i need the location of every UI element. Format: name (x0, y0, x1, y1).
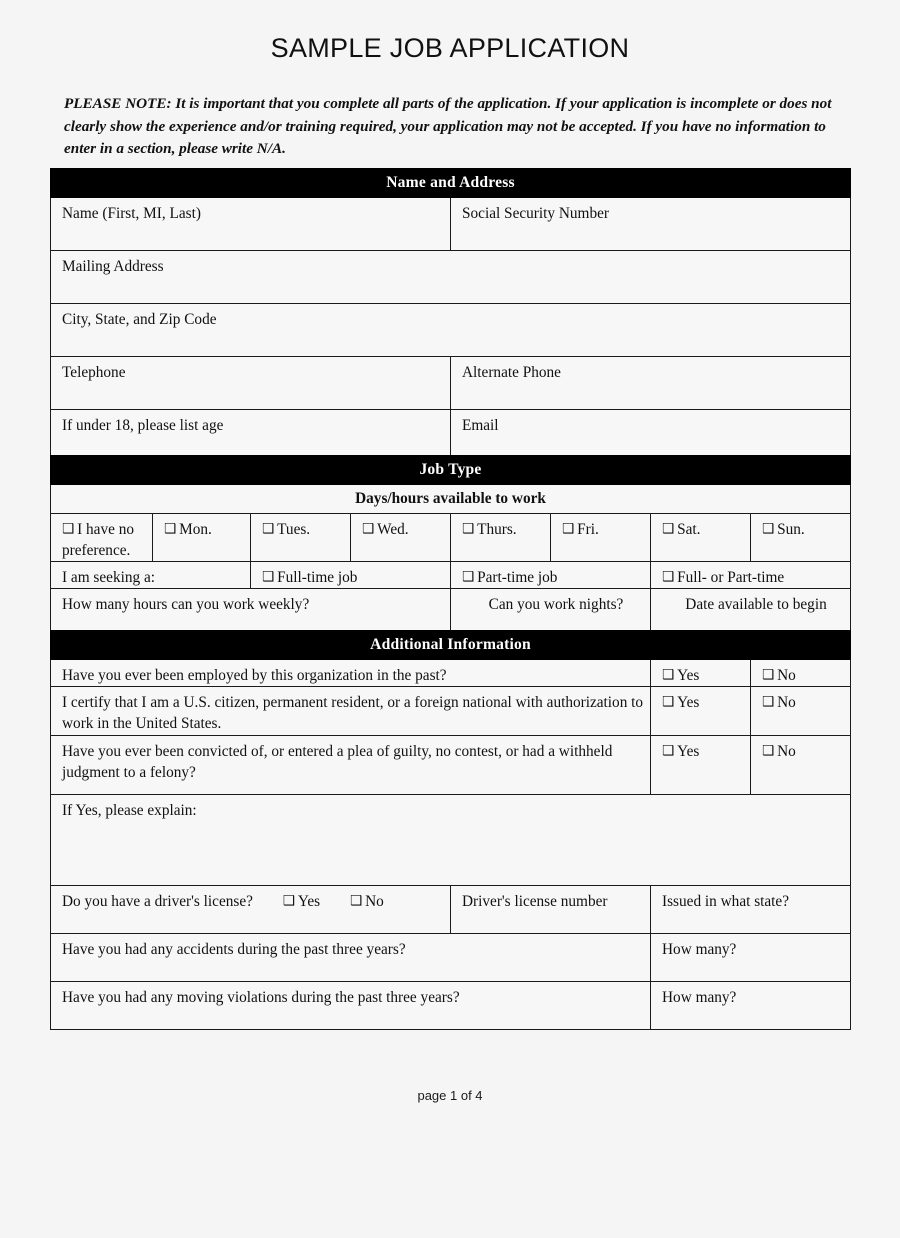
field-city-state-zip[interactable]: City, State, and Zip Code (51, 304, 851, 357)
question-label: Have you ever been convicted of, or entered a plea of guilty, no contest, or had a withheld judgment to a felony? (51, 736, 651, 795)
days-available-row (51, 514, 851, 562)
please-note-paragraph: PLEASE NOTE: It is important that you complete all parts of the application. If your application is incomplete or does not clearly show the experience and/or training required, your application may not be accepted. If you have no information to enter in a section, please write N/A. (64, 95, 832, 157)
page-footer: page 1 of 4 (417, 1088, 483, 1103)
checkbox-option-full-time[interactable] (251, 562, 451, 589)
additional-information-table (50, 630, 851, 1030)
name-and-address-table (50, 168, 851, 463)
checkbox-icon[interactable]: ❑ (662, 743, 675, 759)
subheader-days-hours (51, 485, 851, 514)
option-label: Sun. (777, 521, 805, 538)
option-label: No (777, 743, 796, 760)
checkbox-icon[interactable]: ❑ (662, 694, 675, 710)
checkbox-icon[interactable]: ❑ (62, 521, 75, 537)
checkbox-icon[interactable]: ❑ (662, 667, 675, 683)
checkbox-yes[interactable] (651, 660, 751, 687)
field-date-available[interactable]: Date available to begin (651, 589, 851, 637)
checkbox-drivers-license-yes[interactable] (283, 893, 320, 910)
option-label: Yes (677, 667, 700, 684)
violations-row (51, 982, 851, 1030)
option-label: Mon. (179, 521, 212, 538)
question-label: Have you ever been employed by this organization in the past? (51, 660, 651, 687)
field-if-yes-explain[interactable]: If Yes, please explain: (51, 795, 851, 886)
option-label: Yes (297, 893, 321, 910)
checkbox-icon[interactable]: ❑ (282, 893, 295, 909)
option-label: Fri. (577, 521, 599, 538)
field-under-18-age[interactable]: If under 18, please list age (51, 410, 451, 463)
checkbox-no[interactable] (751, 660, 851, 687)
checkbox-no[interactable] (751, 687, 851, 736)
table-row (51, 251, 851, 304)
section-header-name-and-address (51, 169, 851, 198)
option-label: Yes (677, 743, 700, 760)
field-telephone[interactable]: Telephone (51, 357, 451, 410)
checkbox-icon[interactable]: ❑ (662, 521, 675, 537)
field-work-nights[interactable]: Can you work nights? (451, 589, 651, 637)
checkbox-option-wed[interactable] (351, 514, 451, 562)
field-drivers-license-number[interactable]: Driver's license number (451, 886, 651, 934)
field-name[interactable]: Name (First, MI, Last) (51, 198, 451, 251)
subheader-label: Days/hours available to work (51, 485, 851, 514)
checkbox-option-sun[interactable] (751, 514, 851, 562)
field-accidents-how-many[interactable]: How many? (651, 934, 851, 982)
table-row (51, 304, 851, 357)
section-header-label: Additional Information (51, 631, 851, 660)
checkbox-drivers-license-no[interactable] (350, 893, 384, 910)
option-label: Tues. (277, 521, 311, 538)
label-seeking: I am seeking a: (51, 562, 251, 589)
checkbox-yes[interactable] (651, 687, 751, 736)
option-label: No (777, 667, 796, 684)
checkbox-icon[interactable]: ❑ (562, 521, 575, 537)
field-violations-how-many[interactable]: How many? (651, 982, 851, 1030)
checkbox-icon[interactable]: ❑ (762, 743, 775, 759)
checkbox-icon[interactable]: ❑ (462, 569, 475, 585)
option-label: Thurs. (477, 521, 517, 538)
job-type-table (50, 455, 851, 637)
checkbox-icon[interactable]: ❑ (762, 694, 775, 710)
question-label: Do you have a driver's license? (62, 893, 253, 910)
option-label: I have no preference. (62, 521, 135, 559)
checkbox-icon[interactable]: ❑ (462, 521, 475, 537)
option-label: Sat. (677, 521, 701, 538)
field-mailing-address[interactable]: Mailing Address (51, 251, 851, 304)
checkbox-option-mon[interactable] (153, 514, 251, 562)
table-row (51, 357, 851, 410)
section-header-additional-information (51, 631, 851, 660)
table-row (51, 198, 851, 251)
option-label: No (365, 893, 384, 910)
question-row-felony (51, 736, 851, 795)
checkbox-option-full-or-part-time[interactable] (651, 562, 851, 589)
checkbox-option-part-time[interactable] (451, 562, 651, 589)
field-email[interactable]: Email (451, 410, 851, 463)
field-issued-state[interactable]: Issued in what state? (651, 886, 851, 934)
checkbox-no[interactable] (751, 736, 851, 795)
accidents-row (51, 934, 851, 982)
option-label: Full-time job (277, 569, 358, 586)
checkbox-icon[interactable]: ❑ (164, 521, 177, 537)
section-header-label: Job Type (51, 456, 851, 485)
checkbox-option-no-preference[interactable] (51, 514, 153, 562)
page-title: SAMPLE JOB APPLICATION (270, 33, 630, 63)
question-accidents: Have you had any accidents during the past three years? (51, 934, 651, 982)
option-label: Wed. (377, 521, 409, 538)
section-header-label: Name and Address (51, 169, 851, 198)
option-label: No (777, 694, 796, 711)
drivers-license-row (51, 886, 851, 934)
seeking-row (51, 562, 851, 589)
checkbox-yes[interactable] (651, 736, 751, 795)
question-drivers-license (51, 886, 451, 934)
field-hours-weekly[interactable]: How many hours can you work weekly? (51, 589, 451, 637)
section-header-job-type (51, 456, 851, 485)
question-label: I certify that I am a U.S. citizen, permanent resident, or a foreign national with authorization to work in the United States. (51, 687, 651, 736)
checkbox-icon[interactable]: ❑ (662, 569, 675, 585)
explain-row (51, 795, 851, 886)
question-row-employed-before (51, 660, 851, 687)
checkbox-option-sat[interactable] (651, 514, 751, 562)
field-alternate-phone[interactable]: Alternate Phone (451, 357, 851, 410)
option-label: Yes (677, 694, 700, 711)
option-label: Full- or Part-time (677, 569, 785, 586)
checkbox-option-thurs[interactable] (451, 514, 551, 562)
checkbox-icon[interactable]: ❑ (349, 893, 363, 909)
checkbox-icon[interactable]: ❑ (762, 667, 775, 683)
question-row-citizenship (51, 687, 851, 736)
checkbox-icon[interactable]: ❑ (262, 521, 275, 537)
checkbox-option-tues[interactable] (251, 514, 351, 562)
field-ssn[interactable]: Social Security Number (451, 198, 851, 251)
checkbox-icon[interactable]: ❑ (262, 569, 275, 585)
question-violations: Have you had any moving violations during the past three years? (51, 982, 651, 1030)
checkbox-option-fri[interactable] (551, 514, 651, 562)
option-label: Part-time job (477, 569, 558, 586)
checkbox-icon[interactable]: ❑ (762, 521, 775, 537)
checkbox-icon[interactable]: ❑ (362, 521, 375, 537)
